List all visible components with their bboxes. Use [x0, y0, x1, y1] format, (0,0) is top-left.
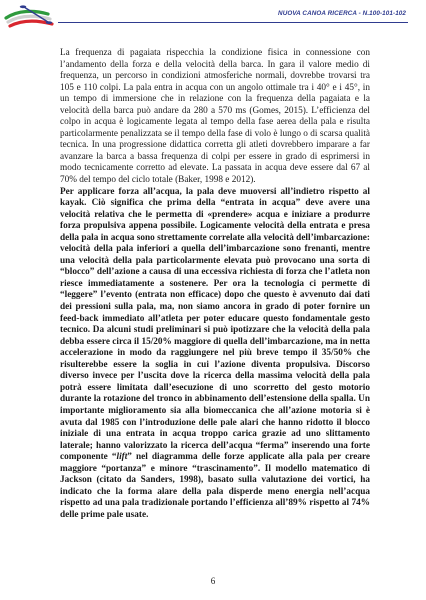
paragraph-blade-velocity-start: Per applicare forza all’acqua, la pala deve muoversi all’indietro rispetto al kayak. Ciò significa che prima della “entrata in acqua” deve avere una velocità relativa che le permetta di «prendere» acqua e iniziare a produrre forza propulsiva appena possibile. Logicamente velocità della entrata e presa della pala in acqua sono strettamente correlate alla velocità dell’imbarcazione: velocità della pala inferiori a quella dell’imbarcazione sono frenanti, mentre una velocità della pala particolarmente elevata può provocano una sorta di “blocco” dell’azione a causa di una eccessiva richiesta di forza che l’atleta non riesce immediatamente a sostenere. Per ora la tecnologia ci permette di “leggere” l’evento (entrata non efficace) dopo che questo è avvenuto dai dati dei pressioni sulla pala, ma, non siamo ancora in grado di poter fornire un feed-back immediato all’atleta per poter educare questo fondamentale gesto tecnico. Da alcuni studi preliminari si può ipotizzare che la velocità della pala debba essere circa il 15/20% maggiore di quella dell’imbarcazione, ma in netta accelerazione in modo da raggiungere nel più breve tempo il 35/50% che risulterebbe essere la soglia in cui l’azione diventa propulsiva. Discorso diverso invece per l’uscita dove la ricerca della massima velocità della pala potrà essere limitata dall’esecuzione di uno scorretto del gesto motorio durante la rotazione del tronco in abbinamento dell’estensione della spalla. Un importante miglioramento sia alla biomeccanica che all’azione motoria si è avuta dal 1985 con l’introduzione delle pale alari che hanno ridotto il blocco iniziale di una entrata in acqua troppo carica grazie ad uno slittamento laterale; hanno valorizzato la ricerca dell’acqua “ferma” inserendo una forte componente “ [60, 186, 370, 463]
canoe-flag-logo-icon [4, 4, 60, 30]
page-number: 6 [210, 576, 216, 586]
journal-title: NUOVA CANOA RICERCA - N.100-101-102 [278, 10, 406, 17]
lift-term: lift [116, 452, 128, 463]
paragraph-pace-frequency: La frequenza di pagaiata rispecchia la condizione fisica in connessione con l’andamento della forza e della velocità della barca. In gara il valore medio di frequenza, un percorso in condizioni atmosferiche normali, dovrebbe trovarsi tra 105 e 110 colpi. La pala entra in acqua con un angolo ottimale tra i 40° e i 45°, in un tempo di immersione che in relazione con la frequenza della pagaiata e la velocità della barca può andare da 280 a 570 ms (Gomes, 2015). L’efficienza del colpo in acqua è logicamente legata al tempo della fase aerea della pala e risulta particolarmente penalizzata se il tempo della fase di volo è lungo o di scarsa qualità tecnica. In una progressione didattica corretta gli atleti dovrebbero imparare a far avanzare la barca a bassa frequenza di colpi per essere in grado di esprimersi in modo tecnicamente corretto ad elevate. La passata in acqua deve essere dal 67 al 70% del tempo del ciclo totale (Baker, 1998 e 2012). [60, 48, 370, 186]
paragraph-blade-velocity [60, 187, 370, 522]
paragraph-blade-velocity-end: ” nel diagramma delle forze applicate alla pala per creare maggiore “portanza” e minore “trascinamento”. Il modello matematico di Jackson (citato da Sanders, 1998), basato sulla valutazione dei vortici, ha indicato che la forma alare della pala disperde meno energia nell’acqua rispetto ad una pala tradizionale portando l’efficienza all’89% rispetto al 74% delle prime pale usate. [60, 452, 370, 520]
body-text [60, 48, 370, 521]
header-rule [58, 22, 408, 23]
